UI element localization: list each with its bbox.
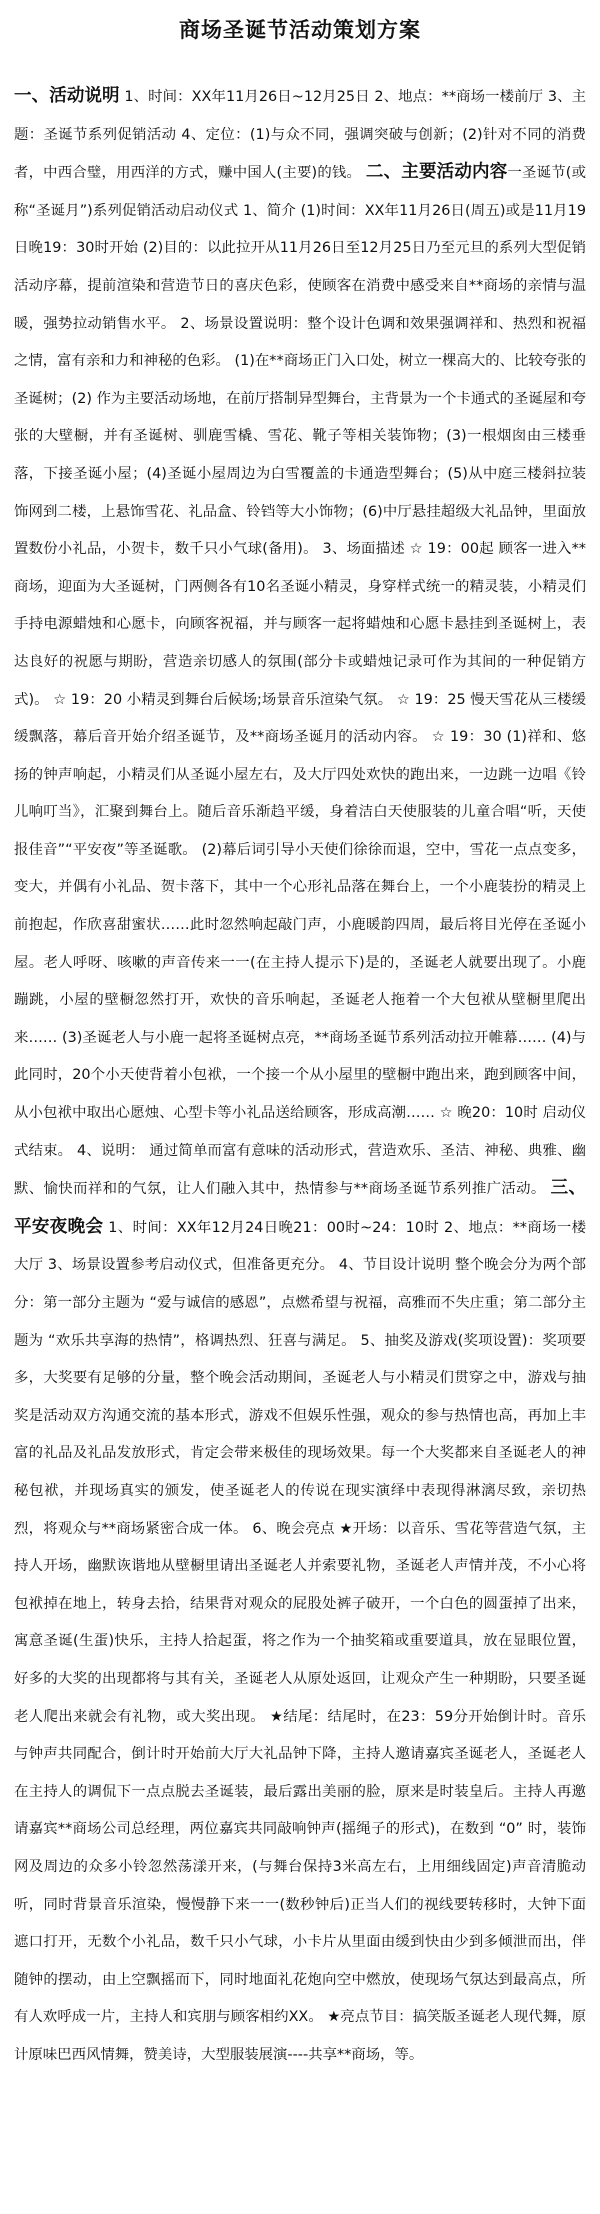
document-title: 商场圣诞节活动策划方案	[179, 18, 421, 42]
section-heading-activity-description: 一、活动说明	[14, 86, 120, 106]
section-text-activity-description: 1、时间：XX年11月26日~12月25日 2、地点：**商场一楼前厅 3、主题：圣诞节系列促销活动 4、定位：(1)与众不同，强调突破与创新；(2)针对不同的消费者，中西合璧，用西洋的方式，赚中国人(主要)的钱。	[14, 89, 587, 182]
section-text-christmas-eve-party: 1、时间：XX年12月24日晚21：00时~24：10时 2、地点：**商场一楼大厅 3、场景设置参考启动仪式，但准备更充分。 4、节目设计说明 整个晚会分为两个部分：第一部分主题为 “爱与诚信的感恩”，点燃希望与祝福，高雅而不失庄重；第二部分主题为 “欢乐共享海的热情”，格调热烈、狂喜与满足。 5、抽奖及游戏(奖项设置)：奖项要多，大奖要有足够的分量，整个晚会活动期间，圣诞老人与小精灵们贯穿之中，游戏与抽奖是活动双方沟通交流的基本形式，游戏不但娱乐性强，观众的参与热情也高，再加上丰富的礼品及礼品发放形式，肯定会带来极佳的现场效果。每一个大奖都来自圣诞老人的神秘包袱，并现场真实的颁发，使圣诞老人的传说在现实演绎中表现得淋漓尽致，亲切热烈，将观众与**商场紧密合成一体。 6、晚会亮点 ★开场：以音乐、雪花等营造气氛，主持人开场，幽默诙谐地从壁橱里请出圣诞老人并索要礼物，圣诞老人声情并茂，不小心将包袱掉在地上，转身去拾，结果背对观众的屁股处裤子破开，一个白色的圆蛋掉了出来，寓意圣诞(生蛋)快乐，主持人拾起蛋，将之作为一个抽奖箱或重要道具，放在显眼位置，好多的大奖的出现都将与其有关，圣诞老人从原处返回，让观众产生一种期盼，只要圣诞老人爬出来就会有礼物，或大奖出现。 ★结尾：结尾时，在23：59分开始倒计时。音乐与钟声共同配合，倒计时开始前大厅大礼品钟下降，主持人邀请嘉宾圣诞老人，圣诞老人在主持人的调侃下一点点脱去圣诞装，最后露出美丽的脸，原来是时装皇后。主持人再邀请嘉宾**商场公司总经理，两位嘉宾共同敲响钟声(摇绳子的形式)，在数到 “0” 时，装饰网及周边的众多小铃忽然荡漾开来，(与舞台保持3米高左右，上用细线固定)声音清脆动听，同时背景音乐渲染，慢慢静下来一一(数秒钟后)正当人们的视线要转移时，大钟下面遮口打开，无数个小礼品，数千只小气球，小卡片从里面由缓到快由少到多倾泄而出，伴随钟的摆动，由上空飘摇而下，同时地面礼花炮向空中燃放，使现场气氛达到最高点，所有人欢呼成一片，主持人和宾朋与顾客相约XX。 ★亮点节目：搞笑版圣诞老人现代舞，原计原味巴西风情舞，赞美诗，大型服装展演----共享**商场，等。	[14, 1219, 587, 2063]
section-text-main-activities: 一圣诞节(或称“圣诞月”)系列促销活动启动仪式 1、简介 (1)时间：XX年11月26日(周五)或是11月19日晚19：30时开始 (2)目的：以此拉开从11月26日至12月25日乃至元旦的系列大型促销活动序幕，提前渲染和营造节日的喜庆色彩，使顾客在消费中感受来自**商场的亲情与温暖，强势拉动销售水平。 2、场景设置说明：整个设计色调和效果强调祥和、热烈和祝福之情，富有亲和力和神秘的色彩。 (1)在**商场正门入口处，树立一棵高大的、比较夸张的圣诞树；(2) 作为主要活动场地，在前厅搭制异型舞台，主背景为一个卡通式的圣诞屋和夸张的大壁橱，并有圣诞树、驯鹿雪橇、雪花、靴子等相关装饰物；(3)一根烟囱由三楼垂落，下接圣诞小屋；(4)圣诞小屋周边为白雪覆盖的卡通造型舞台；(5)从中庭三楼斜拉装饰网到二楼，上悬饰雪花、礼品盒、铃铛等大小饰物；(6)中厅悬挂超级大礼品钟，里面放置数份小礼品，小贺卡，数千只小气球(备用)。 3、场面描述 ☆ 19：00起 顾客一进入**商场，迎面为大圣诞树，门两侧各有10名圣诞小精灵，身穿样式统一的精灵装，小精灵们手持电源蜡烛和心愿卡，向顾客祝福，并与顾客一起将蜡烛和心愿卡悬挂到圣诞树上，表达良好的祝愿与期盼，营造亲切感人的氛围(部分卡或蜡烛记录可作为其间的一种促销方式)。 ☆ 19：20 小精灵到舞台后候场;场景音乐渲染气氛。 ☆ 19：25 慢天雪花从三楼缓缓飘落，幕后音开始介绍圣诞节，及**商场圣诞月的活动内容。 ☆ 19：30 (1)祥和、悠扬的钟声响起，小精灵们从圣诞小屋左右，及大厅四处欢快的跑出来，一边跳一边唱《铃儿响叮当》，汇聚到舞台上。随后音乐渐趋平缓，身着洁白天使服装的儿童合唱“听，天使报佳音”“平安夜”等圣诞歌。 (2)幕后词引导小天使们徐徐而退，空中，雪花一点点变多，变大，并偶有小礼品、贺卡落下，其中一个心形礼品落在舞台上，一个小鹿装扮的精灵上前抱起，作欣喜甜蜜状……此时忽然响起敲门声，小鹿暖韵四周，最后将目光停在圣诞小屋。老人呼呀、咳嗽的声音传来一一(在主持人提示下)是的，圣诞老人就要出现了。小鹿蹦跳，小屋的壁橱忽然打开，欢快的音乐响起，圣诞老人拖着一个大包袱从壁橱里爬出来…… (3)圣诞老人与小鹿一起将圣诞树点亮，**商场圣诞节系列活动拉开帷幕…… (4)与此同时，20个小天使背着小包袱，一个接一个从小屋里的壁橱中跑出来，跑到顾客中间，从小包袱中取出心愿烛、心型卡等小礼品送给顾客，形成高潮…… ☆ 晚20：10时 启动仪式结束。 4、说明： 通过简单而富有意味的活动形式，营造欢乐、圣洁、神秘、典雅、幽默、愉快而祥和的气氛，让人们融入其中，热情参与**商场圣诞节系列推广活动。	[14, 165, 586, 1198]
document-body	[14, 78, 586, 2074]
section-heading-christmas-eve-party: 三、平安夜晚会	[14, 1178, 587, 1237]
section-heading-main-activities: 二、主要活动内容	[365, 162, 508, 183]
